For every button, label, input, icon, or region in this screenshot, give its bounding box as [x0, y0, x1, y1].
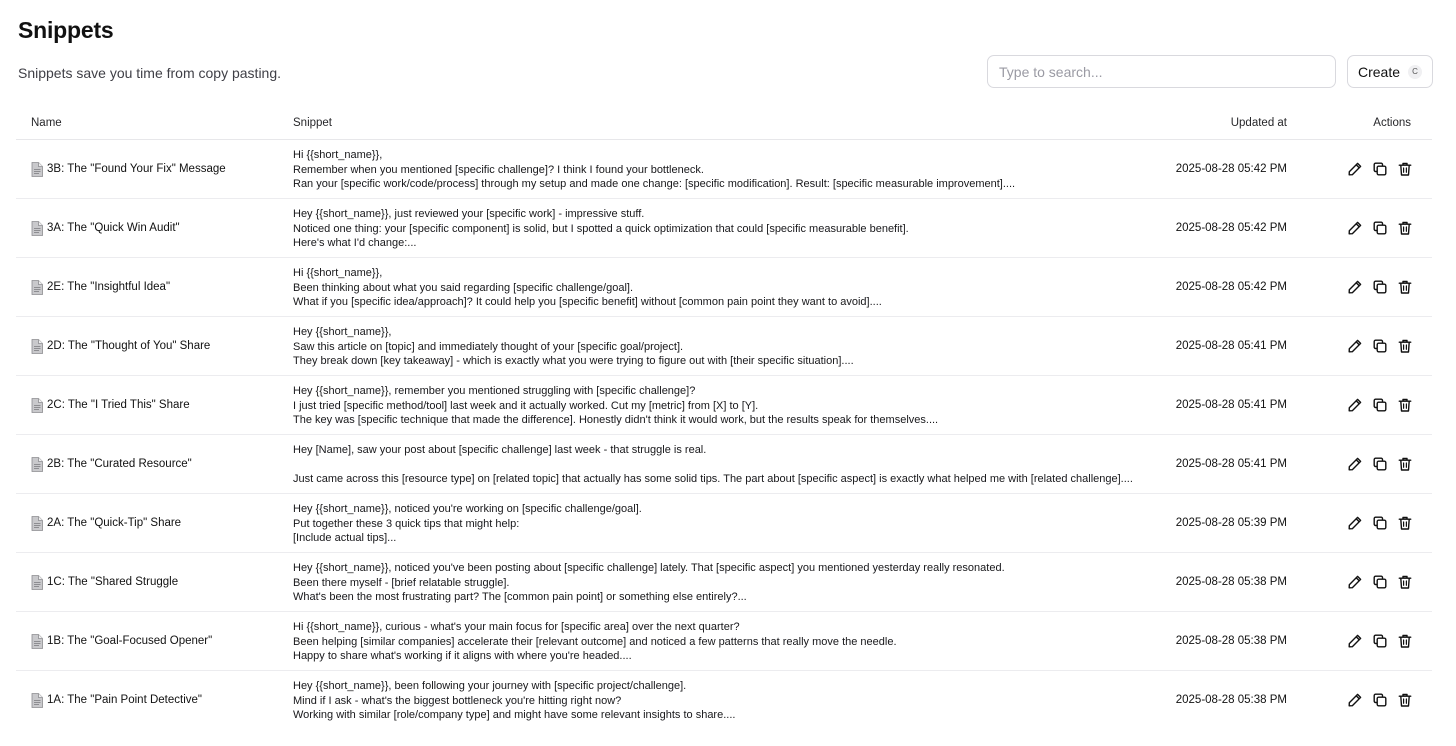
updated-at: 2025-08-28 05:42 PM [1175, 222, 1287, 234]
edit-button[interactable] [1347, 515, 1363, 531]
pencil-icon [1347, 220, 1363, 236]
edit-button[interactable] [1347, 220, 1363, 236]
delete-button[interactable] [1397, 220, 1413, 236]
snippet-line: What if you [specific idea/approach]? It could help you [specific benefit] without [common pain point they want to avoid].... [293, 296, 882, 309]
snippet-preview [293, 148, 1143, 192]
snippet-preview [293, 561, 1143, 605]
trash-icon [1397, 574, 1413, 590]
snippet-line: Saw this article on [topic] and immediately thought of your [specific goal/project]. [293, 340, 684, 353]
edit-button[interactable] [1347, 161, 1363, 177]
table-row[interactable] [16, 317, 1432, 376]
copy-icon [1372, 515, 1388, 531]
snippet-line: Hey {{short_name}}, been following your journey with [specific project/challenge]. [293, 680, 687, 692]
document-icon [31, 221, 43, 236]
snippet-line: Here's what I'd change:... [293, 237, 417, 250]
row-actions [1347, 376, 1413, 434]
trash-icon [1397, 338, 1413, 354]
delete-button[interactable] [1397, 338, 1413, 354]
trash-icon [1397, 161, 1413, 177]
updated-at: 2025-08-28 05:38 PM [1175, 694, 1287, 706]
snippet-preview [293, 443, 1143, 487]
trash-icon [1397, 633, 1413, 649]
updated-at: 2025-08-28 05:41 PM [1175, 340, 1287, 352]
snippet-line: Ran your [specific work/code/process] through my setup and made one change: [specific modification]. Result: [specific measurable improvement].... [293, 178, 1016, 191]
duplicate-button[interactable] [1372, 574, 1388, 590]
snippet-line: The key was [specific technique that made the difference]. Honestly didn't think it would work, but the results speak for themselves.... [293, 414, 939, 427]
snippet-name-cell [31, 553, 178, 611]
edit-button[interactable] [1347, 456, 1363, 472]
updated-at: 2025-08-28 05:41 PM [1175, 399, 1287, 411]
snippet-line: Hi {{short_name}}, [293, 267, 383, 279]
updated-at: 2025-08-28 05:38 PM [1175, 576, 1287, 588]
pencil-icon [1347, 692, 1363, 708]
copy-icon [1372, 279, 1388, 295]
document-icon [31, 339, 43, 354]
snippet-line [293, 458, 1143, 473]
snippet-name: 3A: The "Quick Win Audit" [47, 222, 180, 234]
snippet-preview [293, 679, 1143, 723]
snippet-line: Just came across this [resource type] on [related topic] that actually has some solid tips. The part about [specific aspect] is exactly what helped me with [related challenge].... [293, 473, 1133, 486]
snippet-name-cell [31, 376, 190, 434]
pencil-icon [1347, 397, 1363, 413]
duplicate-button[interactable] [1372, 692, 1388, 708]
document-icon [31, 457, 43, 472]
snippet-name: 1C: The "Shared Struggle [47, 576, 179, 588]
updated-at: 2025-08-28 05:39 PM [1175, 517, 1287, 529]
snippet-name: 2D: The "Thought of You" Share [47, 340, 211, 352]
row-actions [1347, 199, 1413, 257]
copy-icon [1372, 574, 1388, 590]
document-icon [31, 575, 43, 590]
snippet-line: Happy to share what's working if it aligns with where you're headed.... [293, 650, 632, 663]
snippet-line: What's been the most frustrating part? The [common pain point] or something else entirely?... [293, 591, 747, 604]
snippet-name-cell [31, 258, 170, 316]
snippet-name: 2B: The "Curated Resource" [47, 458, 192, 470]
pencil-icon [1347, 633, 1363, 649]
edit-button[interactable] [1347, 279, 1363, 295]
snippet-name-cell [31, 612, 212, 670]
row-actions [1347, 494, 1413, 552]
snippet-name: 1A: The "Pain Point Detective" [47, 694, 202, 706]
row-actions [1347, 140, 1413, 198]
edit-button[interactable] [1347, 338, 1363, 354]
row-actions [1347, 553, 1413, 611]
delete-button[interactable] [1397, 161, 1413, 177]
duplicate-button[interactable] [1372, 397, 1388, 413]
edit-button[interactable] [1347, 633, 1363, 649]
duplicate-button[interactable] [1372, 456, 1388, 472]
snippet-name-cell [31, 199, 180, 257]
page-title: Snippets [18, 17, 114, 43]
delete-button[interactable] [1397, 397, 1413, 413]
snippet-line: Noticed one thing: your [specific component] is solid, but I spotted a quick optimization that could [specific measurable benefit]. [293, 222, 909, 235]
duplicate-button[interactable] [1372, 633, 1388, 649]
document-icon [31, 280, 43, 295]
table-row[interactable] [16, 553, 1432, 612]
snippet-name: 3B: The "Found Your Fix" Message [47, 163, 226, 175]
document-icon [31, 634, 43, 649]
duplicate-button[interactable] [1372, 161, 1388, 177]
snippet-line: Put together these 3 quick tips that might help: [293, 517, 520, 530]
edit-button[interactable] [1347, 397, 1363, 413]
table-row[interactable] [16, 435, 1432, 494]
snippet-line: Hey [Name], saw your post about [specific challenge] last week - that struggle is real. [293, 444, 707, 456]
create-button-label: Create [1357, 63, 1401, 80]
pencil-icon [1347, 161, 1363, 177]
copy-icon [1372, 220, 1388, 236]
table-row[interactable] [16, 258, 1432, 317]
snippet-line: Hey {{short_name}}, just reviewed your [specific work] - impressive stuff. [293, 208, 645, 220]
snippet-line: Hi {{short_name}}, [293, 149, 383, 161]
trash-icon [1397, 220, 1413, 236]
column-header-name: Name [31, 117, 62, 129]
table-row[interactable] [16, 199, 1432, 258]
duplicate-button[interactable] [1372, 279, 1388, 295]
row-actions [1347, 671, 1413, 729]
table-body [16, 140, 1432, 730]
edit-button[interactable] [1347, 692, 1363, 708]
page-subtitle: Snippets save you time from copy pasting. [18, 65, 282, 81]
snippet-name: 2A: The "Quick-Tip" Share [47, 517, 182, 529]
trash-icon [1397, 397, 1413, 413]
updated-at: 2025-08-28 05:41 PM [1175, 458, 1287, 470]
snippet-preview [293, 384, 1143, 428]
duplicate-button[interactable] [1372, 220, 1388, 236]
snippet-line: Working with similar [role/company type] and might have some relevant insights to share.... [293, 709, 736, 722]
snippet-line: Hey {{short_name}}, [293, 326, 392, 338]
snippet-line: Hey {{short_name}}, noticed you're working on [specific challenge/goal]. [293, 503, 642, 515]
snippet-name-cell [31, 317, 210, 375]
column-header-snippet: Snippet [293, 117, 333, 129]
document-icon [31, 398, 43, 413]
snippet-line: I just tried [specific method/tool] last week and it actually worked. Cut my [metric] from [X] to [Y]. [293, 399, 759, 412]
document-icon [31, 162, 43, 177]
snippet-line: Been there myself - [brief relatable struggle]. [293, 576, 510, 589]
delete-button[interactable] [1397, 692, 1413, 708]
snippet-name-cell [31, 140, 226, 198]
snippet-preview [293, 325, 1143, 369]
table-row[interactable] [16, 671, 1432, 730]
snippet-line: Mind if I ask - what's the biggest bottleneck you're hitting right now? [293, 694, 622, 707]
snippets-table [16, 108, 1432, 730]
snippet-name: 1B: The "Goal-Focused Opener" [47, 635, 213, 647]
document-icon [31, 516, 43, 531]
pencil-icon [1347, 574, 1363, 590]
copy-icon [1372, 338, 1388, 354]
copy-icon [1372, 633, 1388, 649]
copy-icon [1372, 692, 1388, 708]
snippet-name-cell [31, 494, 181, 552]
updated-at: 2025-08-28 05:42 PM [1175, 163, 1287, 175]
table-row[interactable] [16, 494, 1432, 553]
copy-icon [1372, 456, 1388, 472]
table-row[interactable] [16, 612, 1432, 671]
snippet-preview [293, 502, 1143, 546]
row-actions [1347, 317, 1413, 375]
column-header-actions: Actions [1373, 117, 1411, 129]
duplicate-button[interactable] [1372, 338, 1388, 354]
row-actions [1347, 435, 1413, 493]
table-row[interactable] [16, 376, 1432, 435]
create-shortcut-badge: C [1408, 65, 1422, 79]
table-header [16, 108, 1432, 140]
snippet-line: Remember when you mentioned [specific challenge]? I think I found your bottleneck. [293, 163, 704, 176]
snippet-name: 2E: The "Insightful Idea" [47, 281, 171, 293]
create-button[interactable] [1347, 55, 1433, 88]
snippet-name-cell [31, 435, 192, 493]
pencil-icon [1347, 456, 1363, 472]
pencil-icon [1347, 338, 1363, 354]
delete-button[interactable] [1397, 515, 1413, 531]
row-actions [1347, 612, 1413, 670]
document-icon [31, 693, 43, 708]
snippet-line: Hey {{short_name}}, remember you mentioned struggling with [specific challenge]? [293, 385, 696, 397]
snippet-name-cell [31, 671, 202, 729]
pencil-icon [1347, 515, 1363, 531]
trash-icon [1397, 692, 1413, 708]
search-input[interactable] [987, 55, 1336, 88]
copy-icon [1372, 161, 1388, 177]
delete-button[interactable] [1397, 574, 1413, 590]
snippet-line: [Include actual tips]... [293, 532, 397, 545]
edit-button[interactable] [1347, 574, 1363, 590]
delete-button[interactable] [1397, 279, 1413, 295]
row-actions [1347, 258, 1413, 316]
snippet-line: Hey {{short_name}}, noticed you've been posting about [specific challenge] lately. That [specific aspect] you mentioned yesterday really resonated. [293, 562, 1005, 574]
snippet-preview [293, 207, 1143, 251]
snippet-preview [293, 266, 1143, 310]
updated-at: 2025-08-28 05:38 PM [1175, 635, 1287, 647]
duplicate-button[interactable] [1372, 515, 1388, 531]
snippet-line: They break down [key takeaway] - which is exactly what you were trying to figure out with [their specific situation].... [293, 355, 854, 368]
trash-icon [1397, 456, 1413, 472]
snippet-line: Been helping [similar companies] accelerate their [relevant outcome] and noticed a few patterns that really move the needle. [293, 635, 897, 648]
snippet-line: Been thinking about what you said regarding [specific challenge/goal]. [293, 281, 634, 294]
pencil-icon [1347, 279, 1363, 295]
delete-button[interactable] [1397, 633, 1413, 649]
copy-icon [1372, 397, 1388, 413]
column-header-updated: Updated at [1230, 117, 1287, 129]
snippet-name: 2C: The "I Tried This" Share [47, 399, 190, 411]
snippet-line: Hi {{short_name}}, curious - what's your main focus for [specific area] over the next quarter? [293, 621, 740, 633]
trash-icon [1397, 515, 1413, 531]
snippet-preview [293, 620, 1143, 664]
updated-at: 2025-08-28 05:42 PM [1175, 281, 1287, 293]
delete-button[interactable] [1397, 456, 1413, 472]
trash-icon [1397, 279, 1413, 295]
table-row[interactable] [16, 140, 1432, 199]
